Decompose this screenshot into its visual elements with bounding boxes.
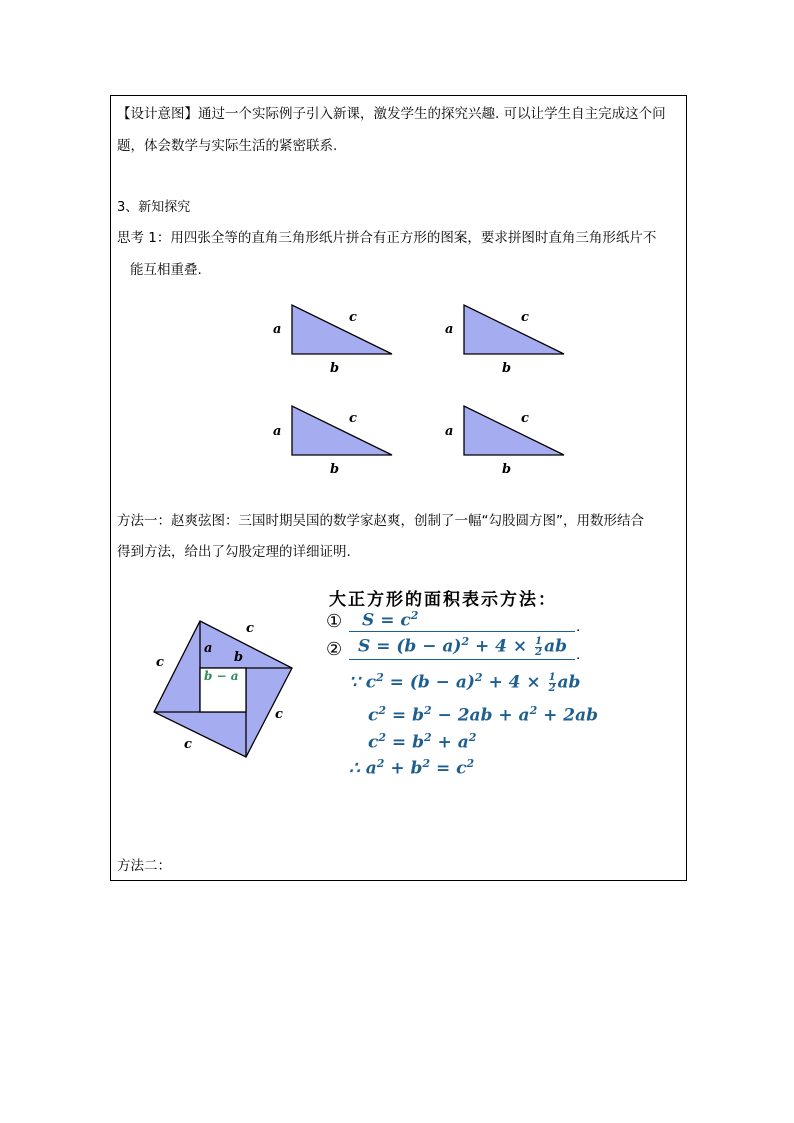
diagram-c-right: c	[275, 707, 283, 722]
formula-line-simplify: $c^2 = b^2 + a^2$	[368, 731, 477, 753]
diagram-b: b	[234, 650, 244, 665]
design-intent-line1: 【设计意图】通过一个实际例子引入新课，激发学生的探究兴趣. 可以让学生自主完成这个问	[117, 106, 666, 122]
method1-line2: 得到方法，给出了勾股定理的详细证明.	[117, 544, 351, 560]
diagram-a: a	[204, 641, 213, 656]
tri2-a: a	[445, 322, 454, 337]
section-title: 3、新知探究	[117, 200, 191, 215]
diagram-inner-label: b − a	[204, 669, 239, 683]
circle-2: ②	[326, 639, 343, 660]
tri4-c: c	[521, 411, 529, 426]
formula-heading: 大正方形的面积表示方法：	[329, 590, 557, 610]
formula-1-underline	[349, 631, 575, 632]
tri2-b: b	[502, 361, 512, 376]
tri3-a: a	[273, 424, 282, 439]
formula-line-therefore: ∴ $a^2 + b^2 = c^2$	[349, 757, 475, 779]
tri3-b: b	[330, 462, 340, 477]
circle-1: ①	[326, 611, 343, 632]
formula-1-period: .	[576, 619, 581, 635]
tri4-a: a	[445, 424, 454, 439]
triangle-4	[464, 406, 564, 455]
formula-2-period: .	[576, 647, 581, 663]
tri4-b: b	[502, 462, 512, 477]
tri1-c: c	[349, 310, 357, 325]
formula-line-expand: $c^2 = b^2 - 2ab + a^2 + 2ab$	[368, 704, 599, 726]
method1-line1: 方法一：赵爽弦图：三国时期吴国的数学家赵爽，创制了一幅“勾股圆方图”，用数形结合	[117, 513, 644, 529]
diagram-c-bottom: c	[184, 737, 192, 752]
formula-1: $S = c^2$	[362, 609, 419, 631]
triangle-2	[464, 305, 564, 354]
triangle-3	[292, 406, 392, 455]
method2-label: 方法二：	[117, 858, 171, 874]
think1-line2: 能互相重叠.	[130, 262, 202, 278]
think1-line1: 思考 1：用四张全等的直角三角形纸片拼合有正方形的图案，要求拼图时直角三角形纸片不	[117, 230, 657, 246]
diagram-c-left: c	[156, 655, 164, 670]
triangle-1	[292, 305, 392, 354]
diagram-c-top: c	[246, 621, 254, 636]
formula-line-because: ∵ $c^2 = (b - a)^2 + 4$ × $\frac{1}{2}$ ab	[349, 671, 581, 694]
tri1-a: a	[273, 322, 282, 337]
formula-2-underline	[349, 659, 575, 660]
tri1-b: b	[330, 361, 340, 376]
design-intent-line2: 题，体会数学与实际生活的紧密联系.	[117, 138, 338, 154]
formula-2: $S = (b - a)^2 + 4$ × $\frac{1}{2}$ ab	[358, 635, 567, 658]
tri3-c: c	[349, 411, 357, 426]
tri2-c: c	[521, 310, 529, 325]
